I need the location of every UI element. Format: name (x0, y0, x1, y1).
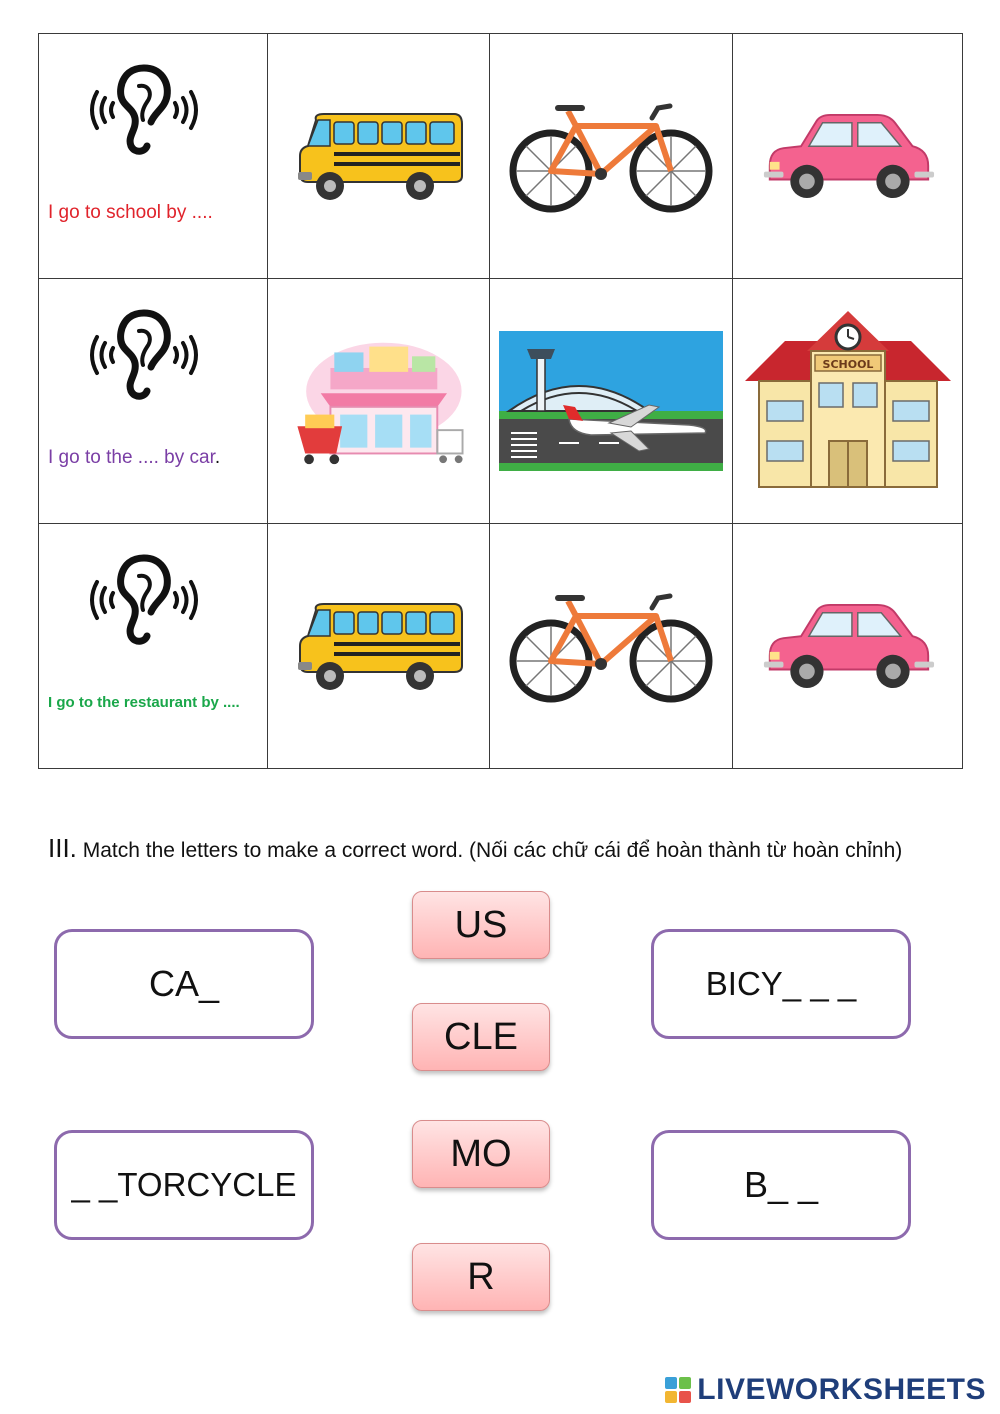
prompt-text: I go to school by .... (48, 202, 213, 223)
ear-audio-icon[interactable] (79, 62, 209, 158)
table-row (39, 524, 963, 769)
letter-chip-mo[interactable]: MO (412, 1120, 550, 1188)
letter-chip-r[interactable]: R (412, 1243, 550, 1311)
pink-car-icon[interactable] (760, 106, 936, 206)
ear-audio-icon[interactable] (79, 552, 209, 648)
school-bus-icon[interactable] (294, 106, 464, 206)
listen-cell (39, 279, 268, 524)
liveworksheets-logo-icon (665, 1377, 691, 1403)
prompt-tail: . (214, 447, 221, 468)
option-cell[interactable] (733, 34, 963, 279)
ear-audio-icon[interactable] (79, 307, 209, 403)
listen-cell (39, 524, 268, 769)
option-cell[interactable] (490, 524, 733, 769)
prompt-main: I go to the .... by car (48, 447, 215, 468)
option-cell[interactable] (268, 34, 490, 279)
school-building-icon[interactable] (745, 311, 951, 491)
prompt-text: I go to the restaurant by .... (48, 694, 240, 711)
table-row (39, 279, 963, 524)
airport-icon[interactable] (499, 331, 723, 471)
bicycle-icon[interactable] (506, 96, 716, 216)
section-number: III. (48, 833, 77, 863)
listen-cell (39, 34, 268, 279)
bicycle-icon[interactable] (506, 586, 716, 706)
word-box-car[interactable]: CA_ (54, 929, 314, 1039)
prompt-text (48, 447, 220, 469)
supermarket-icon[interactable] (291, 333, 467, 469)
word-box-bus[interactable]: B_ _ (651, 1130, 911, 1240)
brand-logo (665, 1373, 986, 1407)
option-cell[interactable] (490, 34, 733, 279)
letter-chip-cle[interactable]: CLE (412, 1003, 550, 1071)
option-cell[interactable] (733, 279, 963, 524)
option-cell[interactable] (268, 279, 490, 524)
option-cell[interactable] (490, 279, 733, 524)
school-bus-icon[interactable] (294, 596, 464, 696)
option-cell[interactable] (733, 524, 963, 769)
listening-table (38, 33, 963, 769)
table-row (39, 34, 963, 279)
option-cell[interactable] (268, 524, 490, 769)
instruction-text: Match the letters to make a correct word. (Nối các chữ cái để hoàn thành từ hoàn chỉnh) (76, 839, 903, 862)
word-box-motorcycle[interactable]: _ _TORCYCLE (54, 1130, 314, 1240)
brand-name: LIVEWORKSHEETS (697, 1373, 986, 1406)
pink-car-icon[interactable] (760, 596, 936, 696)
letter-chip-us[interactable]: US (412, 891, 550, 959)
section-instruction (48, 833, 902, 864)
word-box-bicycle[interactable]: BICY_ _ _ (651, 929, 911, 1039)
